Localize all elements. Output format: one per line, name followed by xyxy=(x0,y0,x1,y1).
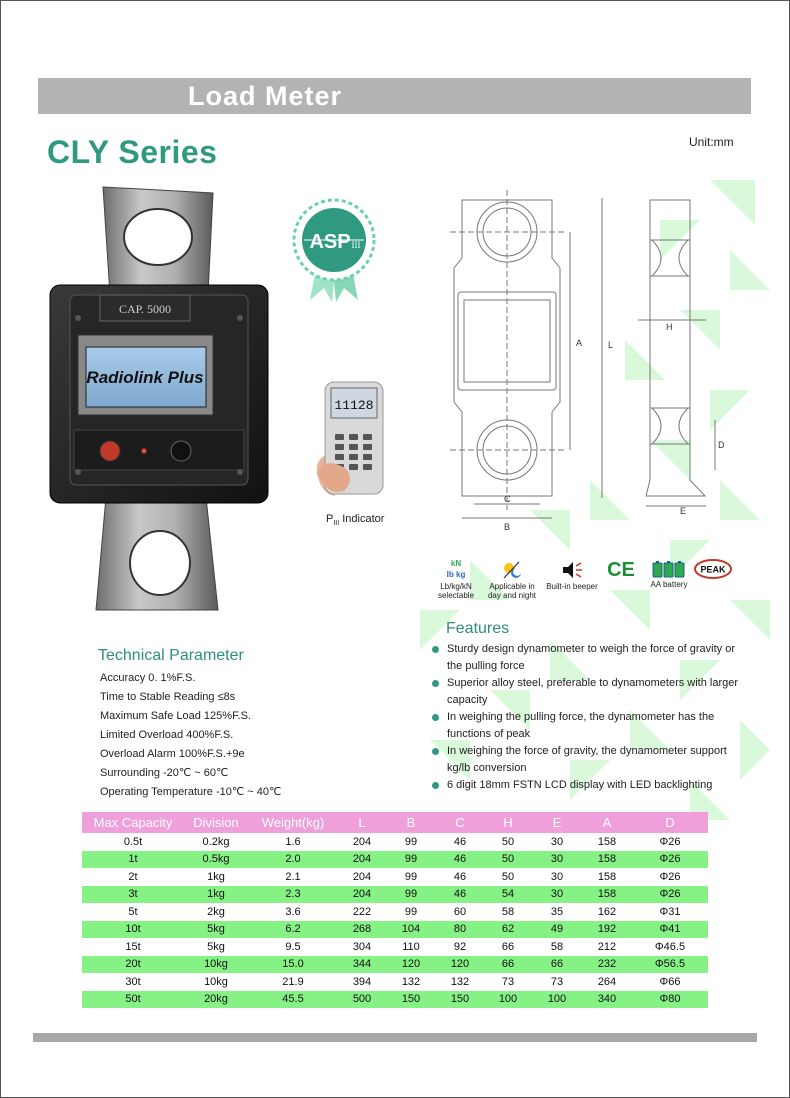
table-row xyxy=(82,903,708,921)
table-cell: 158 xyxy=(582,851,632,869)
battery-caption: AA battery xyxy=(650,580,688,589)
tech-item-safe-load: Maximum Safe Load 125%F.S. xyxy=(100,710,252,722)
table-cell: 5kg xyxy=(184,921,248,939)
unit-caption-1: Lb/kg/kN xyxy=(440,582,472,591)
table-cell: 268 xyxy=(338,921,386,939)
table-cell: 58 xyxy=(501,905,515,918)
table-cell: 344 xyxy=(338,956,386,974)
feature-item: Sturdy design dynamometer to weigh the force of gravity or the pulling force xyxy=(430,641,750,675)
beeper-caption: Built-in beeper xyxy=(546,582,598,591)
ce-icon xyxy=(606,556,636,580)
table-cell: 158 xyxy=(582,886,632,904)
unit-select-feature xyxy=(432,558,480,600)
table-cell: 2t xyxy=(128,870,138,883)
bullet-icon xyxy=(432,782,439,789)
table-cell: 60 xyxy=(453,905,467,918)
svg-text:lb kg: lb kg xyxy=(446,570,466,579)
tech-item-overload-alarm: Overload Alarm 100%F.S.+9e xyxy=(100,748,245,760)
table-cell: 99 xyxy=(404,835,418,848)
table-cell: Φ46.5 xyxy=(654,940,686,953)
table-cell: 212 xyxy=(597,940,617,953)
table-cell: 20kg xyxy=(184,991,248,1009)
feature-item: In weighing the force of gravity, the dynamometer support kg/lb conversion xyxy=(430,743,750,777)
table-cell: Φ26 xyxy=(632,851,708,869)
col-header: C xyxy=(436,812,484,833)
table-cell: 50 xyxy=(501,835,515,848)
table-cell: 264 xyxy=(597,975,617,988)
table-cell: 5t xyxy=(128,905,138,918)
footer-bar xyxy=(33,1033,757,1042)
bullet-icon xyxy=(432,646,439,653)
table-cell: Φ26 xyxy=(659,835,681,848)
table-cell: 0.5t xyxy=(123,835,143,848)
day-night-feature xyxy=(484,560,540,600)
unit-label: Unit:mm xyxy=(689,135,734,149)
table-cell: Φ31 xyxy=(659,905,681,918)
table-cell: 30t xyxy=(125,975,141,988)
feature-item: In weighing the pulling force, the dynamometer has the functions of peak xyxy=(430,709,750,743)
table-row xyxy=(82,973,708,991)
table-cell: 10kg xyxy=(184,956,248,974)
ce-feature xyxy=(604,556,638,582)
col-header: Max Capacity xyxy=(82,812,184,833)
table-cell: 0.2kg xyxy=(202,835,230,848)
table-row xyxy=(82,886,708,904)
table-cell: 15t xyxy=(125,940,141,953)
table-cell: 132 xyxy=(401,975,421,988)
table-cell: 10kg xyxy=(204,975,228,988)
lcd-screen-text: Radiolink Plus xyxy=(86,368,204,387)
table-cell: 54 xyxy=(484,886,532,904)
col-header: Weight(kg) xyxy=(248,812,338,833)
table-cell: 20t xyxy=(82,956,184,974)
tech-item-limited-overload: Limited Overload 400%F.S. xyxy=(100,729,234,741)
table-cell: 66 xyxy=(484,956,532,974)
features-title: Features xyxy=(446,620,510,637)
indicator-label-sub: III xyxy=(333,520,340,528)
technical-parameter-list xyxy=(100,669,281,802)
table-cell: 30 xyxy=(532,851,582,869)
table-cell: 30 xyxy=(550,835,564,848)
spec-table xyxy=(82,812,708,1008)
table-row xyxy=(82,938,708,956)
table-cell: 204 xyxy=(352,835,372,848)
series-title: CLY Series xyxy=(47,134,218,170)
table-cell: 150 xyxy=(386,991,436,1009)
dim-label-c: C xyxy=(504,494,511,504)
table-row xyxy=(82,851,708,869)
table-cell: 192 xyxy=(582,921,632,939)
table-cell: 35 xyxy=(550,905,564,918)
indicator-label-rest: Indicator xyxy=(339,513,385,525)
battery-icon xyxy=(652,560,686,578)
bullet-icon xyxy=(432,714,439,721)
table-cell: 162 xyxy=(597,905,617,918)
table-cell: 73 xyxy=(501,975,515,988)
col-header: L xyxy=(338,812,386,833)
table-cell: 5kg xyxy=(207,940,225,953)
asp-badge-text: ASP xyxy=(309,231,351,253)
table-cell: 2.0 xyxy=(248,851,338,869)
svg-text:PEAK: PEAK xyxy=(700,564,726,575)
dim-label-b: B xyxy=(504,522,511,532)
table-cell: 99 xyxy=(404,870,418,883)
table-row xyxy=(82,868,708,886)
col-header: Division xyxy=(184,812,248,833)
col-header: B xyxy=(386,812,436,833)
table-row xyxy=(82,921,708,939)
table-cell: 3.6 xyxy=(285,905,301,918)
beeper-icon xyxy=(561,560,583,580)
table-cell: 10t xyxy=(82,921,184,939)
table-cell: 46 xyxy=(436,851,484,869)
col-header: H xyxy=(484,812,532,833)
col-header: E xyxy=(532,812,582,833)
table-cell: Φ26 xyxy=(632,886,708,904)
table-cell: Φ56.5 xyxy=(632,956,708,974)
table-cell: 500 xyxy=(338,991,386,1009)
col-header: D xyxy=(632,812,708,833)
indicator-label-prefix: P xyxy=(326,513,334,525)
features-list xyxy=(430,641,750,794)
table-cell: 0.5kg xyxy=(184,851,248,869)
table-cell: 100 xyxy=(532,991,582,1009)
peak-icon xyxy=(693,558,733,580)
table-cell: 232 xyxy=(582,956,632,974)
table-cell: 30 xyxy=(550,870,564,883)
table-cell: 120 xyxy=(386,956,436,974)
table-cell: 1kg xyxy=(207,870,225,883)
dim-label-l: L xyxy=(608,340,614,350)
svg-text:kN: kN xyxy=(450,559,462,568)
indicator-label xyxy=(326,513,384,527)
table-cell: 100 xyxy=(484,991,532,1009)
table-cell: 92 xyxy=(453,940,467,953)
handheld-display: 11128 xyxy=(334,398,374,413)
table-cell: 21.9 xyxy=(282,975,304,988)
col-header: A xyxy=(582,812,632,833)
table-cell: Φ26 xyxy=(659,870,681,883)
beeper-feature xyxy=(544,560,600,591)
header-banner xyxy=(38,78,751,114)
bullet-icon xyxy=(432,748,439,755)
table-cell: Φ80 xyxy=(632,991,708,1009)
banner-title: Load Meter xyxy=(188,81,343,111)
table-cell: 46 xyxy=(436,886,484,904)
feature-item: Superior alloy steel, preferable to dynamometers with larger capacity xyxy=(430,675,750,709)
table-cell: 45.5 xyxy=(248,991,338,1009)
day-night-caption-2: day and night xyxy=(487,591,537,600)
handheld-indicator-image xyxy=(315,378,395,503)
dim-label-a: A xyxy=(576,338,583,348)
day-night-caption-1: Applicable in xyxy=(489,582,535,591)
table-cell: 50t xyxy=(82,991,184,1009)
table-cell: 6.2 xyxy=(248,921,338,939)
bullet-icon xyxy=(432,680,439,687)
table-cell: 73 xyxy=(550,975,564,988)
table-cell: 99 xyxy=(404,905,418,918)
dimension-drawing xyxy=(440,180,730,540)
tech-item-operating-temp: Operating Temperature -10℃ ~ 40℃ xyxy=(100,786,282,798)
table-cell: Φ41 xyxy=(632,921,708,939)
table-cell: 204 xyxy=(338,886,386,904)
table-cell: 50 xyxy=(501,870,515,883)
table-cell: 1kg xyxy=(184,886,248,904)
table-cell: 2.3 xyxy=(248,886,338,904)
table-cell: 46 xyxy=(453,835,467,848)
battery-feature xyxy=(646,560,692,589)
table-cell: 62 xyxy=(484,921,532,939)
table-cell: 204 xyxy=(352,870,372,883)
tech-item-stable-time: Time to Stable Reading ≤8s xyxy=(100,691,236,703)
table-cell: 46 xyxy=(453,870,467,883)
table-cell: 110 xyxy=(402,940,420,953)
asp-badge-sub: III xyxy=(351,240,361,250)
table-cell: 1.6 xyxy=(285,835,301,848)
feature-item: 6 digit 18mm FSTN LCD display with LED backlighting xyxy=(430,777,750,794)
tech-item-surrounding: Surrounding -20℃ ~ 60℃ xyxy=(100,767,229,779)
table-cell: 99 xyxy=(386,886,436,904)
table-cell: 2.1 xyxy=(285,870,301,883)
table-cell: 304 xyxy=(352,940,372,953)
table-cell: 50 xyxy=(484,851,532,869)
table-row xyxy=(82,991,708,1009)
table-cell: 158 xyxy=(597,870,617,883)
spec-table-header-row xyxy=(82,812,708,833)
table-cell: 120 xyxy=(436,956,484,974)
asp-badge-icon xyxy=(290,196,378,308)
table-cell: 394 xyxy=(352,975,372,988)
table-cell: 15.0 xyxy=(248,956,338,974)
table-cell: 132 xyxy=(450,975,470,988)
cap-label: CAP. 5000 xyxy=(118,302,172,316)
table-cell: 1t xyxy=(82,851,184,869)
table-cell: 66 xyxy=(532,956,582,974)
table-cell: 222 xyxy=(352,905,372,918)
table-cell: 2kg xyxy=(207,905,225,918)
dim-label-d: D xyxy=(718,440,725,450)
tech-item-accuracy: Accuracy 0. 1%F.S. xyxy=(100,672,196,684)
load-meter-device-image xyxy=(48,185,278,615)
table-cell: 30 xyxy=(532,886,582,904)
dim-label-e: E xyxy=(680,506,687,516)
table-cell: 340 xyxy=(582,991,632,1009)
unit-icon xyxy=(436,558,476,580)
table-cell: 58 xyxy=(550,940,564,953)
peak-feature xyxy=(692,558,734,582)
table-cell: 49 xyxy=(532,921,582,939)
table-cell: Φ66 xyxy=(659,975,681,988)
unit-caption-2: selectable xyxy=(437,591,475,600)
table-cell: 99 xyxy=(386,851,436,869)
svg-text:CE: CE xyxy=(607,559,635,580)
table-cell: 158 xyxy=(597,835,617,848)
table-cell: 80 xyxy=(436,921,484,939)
table-row xyxy=(82,833,708,851)
table-cell: 66 xyxy=(501,940,515,953)
table-cell: 3t xyxy=(82,886,184,904)
dim-label-h: H xyxy=(666,322,673,332)
day-night-icon xyxy=(501,560,523,580)
table-cell: 150 xyxy=(436,991,484,1009)
technical-parameter-title: Technical Parameter xyxy=(98,647,244,664)
table-cell: 104 xyxy=(386,921,436,939)
table-cell: 9.5 xyxy=(285,940,301,953)
table-cell: 204 xyxy=(338,851,386,869)
table-row xyxy=(82,956,708,974)
